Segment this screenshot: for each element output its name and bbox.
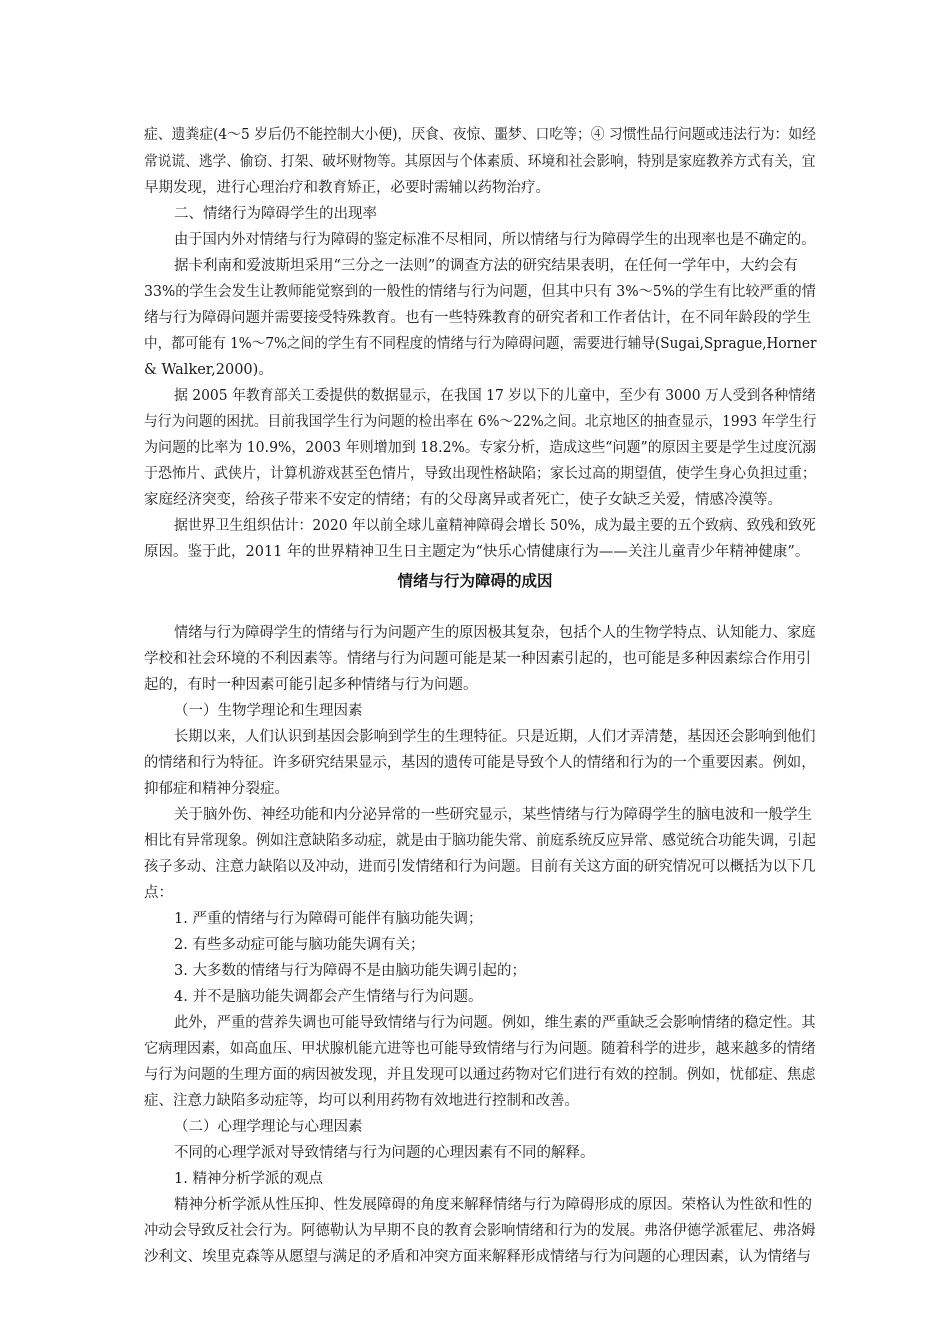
text-line: 抑郁症和精神分裂症。 [144,781,289,797]
text-line: 与行为问题的困扰。目前我国学生行为问题的检出率在 6%～22%之间。北京地区的抽查显示，1993 年学生行 [144,414,817,430]
text-line: 常说谎、逃学、偷窃、打架、破坏财物等。其原因与个体素质、环境和社会影响，特别是家庭教养方式有关，宜 [144,154,816,170]
text-line: 起的，有时一种因素可能引起多种情绪与行为问题。 [144,677,478,693]
page-title: 情绪与行为障碍的成因 [397,572,553,590]
text-line: 为问题的比率为 10.9%，2003 年则增加到 18.2%。专家分析，造成这些“问题”的原因主要是学生过度沉溺 [144,440,817,456]
section-heading: （一）生物学理论和生理因素 [174,703,363,719]
text-line: 相比有异常现象。例如注意缺陷多动症，就是由于脑功能失常、前庭系统反应异常、感觉统合功能失调，引起 [144,833,816,849]
text-line: 与行为问题的生理方面的病因被发现，并且发现可以通过药物对它们进行有效的控制。例如，忧郁症、焦虑 [144,1067,816,1083]
list-item: 4. 并不是脑功能失调都会产生情绪与行为问题。 [174,989,483,1005]
text-line: 于恐怖片、武侠片，计算机游戏甚至色情片，导致出现性格缺陷；家长过高的期望值，使学生身心负担过重； [144,466,816,482]
section-heading: （二）心理学理论与心理因素 [174,1119,363,1135]
text-line: 症、遗粪症(4～5 岁后仍不能控制大小便)，厌食、夜惊、噩梦、口吃等；④ 习惯性品行问题或违法行为：如经 [144,127,816,143]
text-line: 家庭经济突变，给孩子带来不安定的情绪；有的父母离异或者死亡，使子女缺乏关爱，情感冷漠等。 [144,492,782,508]
text-line: 据卡利南和爱波斯坦采用“三分之一法则”的调查方法的研究结果表明，在任何一学年中，大约会有 [174,258,798,274]
text-line: 它病理因素，如高血压、甲状腺机能亢进等也可能导致情绪与行为问题。随着科学的进步，越来越多的情绪 [144,1041,816,1057]
text-line: 长期以来，人们认识到基因会影响到学生的生理特征。只是近期，人们才弄清楚，基因还会影响到他们 [174,729,816,745]
text-line: 的情绪和行为特征。许多研究结果显示，基因的遗传可能是导致个人的情绪和行为的一个重要因素。例如， [144,755,816,771]
list-item: 1. 精神分析学派的观点 [174,1171,323,1187]
text-line: 症、注意力缺陷多动症等，均可以利用药物有效地进行控制和改善。 [144,1093,579,1109]
text-line: 绪与行为障碍问题并需要接受特殊教育。也有一些特殊教育的研究者和工作者估计，在不同年龄段的学生 [144,310,811,326]
text-line: 原因。鉴于此，2011 年的世界精神卫生日主题定为“快乐心情健康行为——关注儿童青少年精神健康”。 [144,544,810,560]
text-line: 此外，严重的营养失调也可能导致情绪与行为问题。例如，维生素的严重缺乏会影响情绪的稳定性。其 [174,1015,816,1031]
text-line: 关于脑外伤、神经功能和内分泌异常的一些研究显示，某些情绪与行为障碍学生的脑电波和一般学生 [174,807,812,823]
list-item: 3. 大多数的情绪与行为障碍不是由脑功能失调引起的； [174,963,526,979]
text-line: 33%的学生会发生让教师能觉察到的一般性的情绪与行为问题，但其中只有 3%～5%的学生有比较严重的情 [144,284,816,300]
text-line: 孩子多动、注意力缺陷以及冲动，进而引发情绪和行为问题。目前有关这方面的研究情况可以概括为以下几 [144,859,816,875]
text-line: 冲动会导致反社会行为。阿德勒认为早期不良的教育会影响情绪和行为的发展。弗洛伊德学派霍尼、弗洛姆 [144,1223,816,1239]
list-item: 1. 严重的情绪与行为障碍可能伴有脑功能失调； [174,911,483,927]
text-line: 早期发现，进行心理治疗和教育矫正，必要时需辅以药物治疗。 [144,180,550,196]
text-line: 精神分析学派从性压抑、性发展障碍的角度来解释情绪与行为障碍形成的原因。荣格认为性欲和性的 [174,1197,812,1213]
text-line: 中，都可能有 1%～7%之间的学生有不同程度的情绪与行为障碍问题，需要进行辅导(Sugai,Sprague,Horner [144,336,817,352]
text-line: 由于国内外对情绪与行为障碍的鉴定标准不尽相同，所以情绪与行为障碍学生的出现率也是不确定的。 [174,232,816,248]
list-item: 2. 有些多动症可能与脑功能失调有关； [174,937,425,953]
text-line: 情绪与行为障碍学生的情绪与行为问题产生的原因极其复杂，包括个人的生物学特点、认知能力、家庭 [174,625,816,641]
text-line: 学校和社会环境的不利因素等。情绪与行为问题可能是某一种因素引起的，也可能是多种因素综合作用引 [144,651,811,667]
text-line: 点： [144,885,173,901]
text-line: 据世界卫生组织估计：2020 年以前全球儿童精神障碍会增长 50%，成为最主要的五个致病、致残和致死 [174,518,816,534]
section-heading: 二、情绪行为障碍学生的出现率 [174,206,377,222]
text-line: & Walker,2000)。 [144,362,273,378]
text-line: 据 2005 年教育部关工委提供的数据显示，在我国 17 岁以下的儿童中，至少有 3000 万人受到各种情绪 [174,388,816,404]
text-line: 不同的心理学派对导致情绪与行为问题的心理因素有不同的解释。 [174,1145,595,1161]
text-line: 沙利文、埃里克森等从愿望与满足的矛盾和冲突方面来解释形成情绪与行为问题的心理因素，认为情绪与 [144,1249,811,1265]
